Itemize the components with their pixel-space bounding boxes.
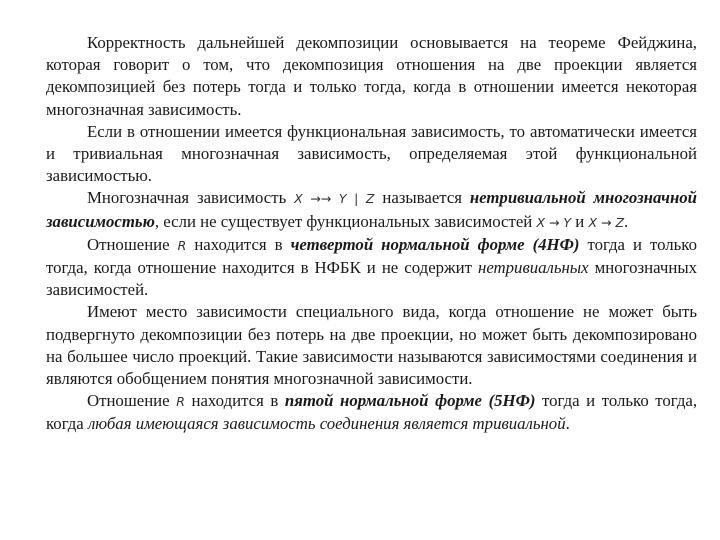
text-span: . — [565, 414, 570, 434]
symbol-r: R — [177, 237, 187, 253]
term-5nf: пятой нормальной форме — [284, 391, 482, 411]
paragraph-join-dependencies: Имеют место зависимости специального вида, когда отношение не может быть подвергнуто декомпозиции без потерь на две проекции, но может быть декомпозировано на большее число проекций. Такие зависимости называются зависимостями соединения и являются обобщением понятия многозначной зависимости. — [46, 302, 697, 389]
term-join-dependency-trivial: любая имеющаяся зависимость соединения является тривиальной — [87, 414, 566, 434]
text-span: находится в — [194, 234, 283, 254]
text-span: Отношение — [87, 234, 170, 254]
term-nontrivial: нетривиальных — [478, 258, 589, 278]
text-span: тогда и только тогда, когда отношение находится в НФБК и не содержит — [46, 234, 697, 278]
document-body — [46, 32, 697, 436]
text-span: называется — [382, 188, 462, 208]
paragraph-5nf — [46, 390, 697, 435]
symbol-r: R — [176, 394, 185, 410]
paragraph-4nf — [46, 234, 697, 302]
text-span: находится в — [191, 391, 279, 411]
text-span: Отношение — [87, 391, 170, 411]
term-nontrivial-mvd: нетривиальной многозначной зависимостью — [46, 188, 697, 231]
text-span: тогда и только тогда, когда — [46, 391, 698, 434]
abbr-4nf: (4НФ) — [532, 234, 580, 254]
abbr-5nf: (5НФ) — [488, 391, 536, 411]
paragraph-fagin-theorem: Корректность дальнейшей декомпозиции основывается на теореме Фейджина, которая говорит о том, что декомпозиция отношения на две проекции является декомпозицией без потерь тогда и только тогда, когда в отношении имеется некоторая многозначная зависимость. — [46, 33, 697, 119]
formula-fd-x-y: X → Y — [536, 214, 572, 230]
text-span: . — [624, 211, 629, 231]
text-span: , если не существует функциональных зависимостей — [154, 211, 533, 231]
conjunction: и — [575, 211, 585, 231]
formula-mvd: X →→ Y | Z — [294, 191, 375, 207]
text-span: многозначных зависимостей. — [46, 258, 697, 300]
term-4nf: четвертой нормальной форме — [290, 234, 525, 254]
text-span: Многозначная зависимость — [87, 188, 287, 208]
paragraph-trivial-mvd: Если в отношении имеется функциональная зависимость, то автоматически имеется и тривиальная многозначная зависимость, определяемая этой функциональной зависимостью. — [46, 121, 697, 186]
formula-fd-x-z: X → Z — [588, 214, 625, 230]
paragraph-nontrivial-mvd — [46, 187, 697, 233]
